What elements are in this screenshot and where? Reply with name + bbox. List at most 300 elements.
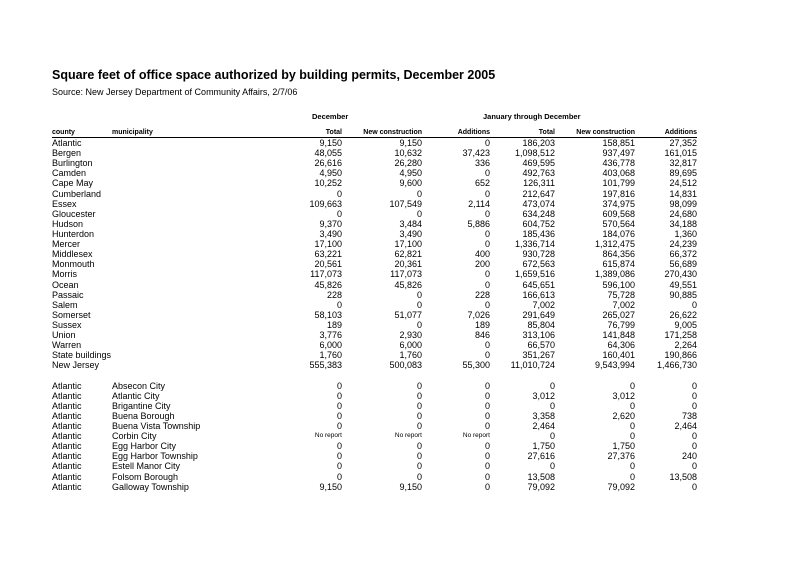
ytd-additions-cell: 13,508 bbox=[669, 471, 697, 482]
dec-new-cell: 0 bbox=[416, 289, 422, 300]
ytd-new-cell: 7,002 bbox=[612, 299, 635, 310]
ytd-new-cell: 0 bbox=[629, 471, 635, 482]
ytd-additions-cell: 0 bbox=[691, 481, 697, 492]
dec-new-cell: 3,490 bbox=[399, 229, 422, 240]
county-row bbox=[52, 249, 697, 259]
municipality-cell: Galloway Township bbox=[112, 481, 189, 492]
municipality-cell: Estell Manor City bbox=[112, 461, 181, 472]
county-row bbox=[52, 360, 697, 370]
county-cell: Salem bbox=[52, 299, 78, 310]
municipality-cell bbox=[112, 138, 230, 149]
ytd-total-cell: 634,248 bbox=[522, 208, 555, 219]
ytd-new-cell: 160,401 bbox=[602, 350, 635, 361]
ytd-total-cell: 126,311 bbox=[523, 178, 555, 189]
column-header-row bbox=[52, 125, 697, 138]
ytd-total-cell: 27,616 bbox=[527, 451, 555, 462]
dec-total-cell: 0 bbox=[336, 188, 342, 199]
dec-total-cell: 109,663 bbox=[309, 198, 342, 209]
county-row bbox=[52, 280, 697, 290]
county-row bbox=[52, 158, 697, 168]
ytd-total-cell: 0 bbox=[549, 461, 555, 472]
dec-additions-cell: 0 bbox=[484, 138, 490, 149]
ytd-new-cell: 75,728 bbox=[607, 289, 635, 300]
ytd-additions-cell: 89,695 bbox=[669, 168, 697, 179]
dec-total-cell: 26,616 bbox=[314, 158, 342, 169]
ytd-new-cell: 64,306 bbox=[607, 340, 635, 351]
dec-new-cell: 45,826 bbox=[394, 279, 422, 290]
ytd-new-cell: 374,975 bbox=[602, 198, 635, 209]
ytd-total-cell: 1,098,512 bbox=[514, 148, 555, 159]
county-row bbox=[52, 199, 697, 209]
ytd-additions-cell: 24,680 bbox=[669, 208, 697, 219]
ytd-additions-cell: 161,015 bbox=[664, 148, 697, 159]
dec-new-cell: 10,632 bbox=[394, 148, 422, 159]
municipality-cell bbox=[112, 340, 230, 350]
dec-additions-cell: 336 bbox=[474, 158, 490, 169]
ytd-new-cell: 609,568 bbox=[602, 208, 635, 219]
dec-total-cell: 0 bbox=[336, 471, 342, 482]
county-cell: Atlantic bbox=[52, 380, 82, 391]
county-cell: Atlantic bbox=[52, 441, 82, 452]
ytd-additions-cell: 0 bbox=[691, 461, 697, 472]
dec-total-cell: 0 bbox=[336, 380, 342, 391]
ytd-additions-cell: 0 bbox=[691, 299, 697, 310]
ytd-new-cell: 1,312,475 bbox=[594, 239, 635, 250]
ytd-new-cell: 184,076 bbox=[602, 229, 635, 240]
ytd-additions-cell: 24,512 bbox=[669, 178, 697, 189]
dec-additions-cell: 55,300 bbox=[462, 360, 490, 371]
dec-additions-cell: 189 bbox=[474, 320, 490, 331]
dec-additions-cell: 0 bbox=[484, 269, 490, 280]
dec-additions-cell: 846 bbox=[474, 330, 490, 341]
dec-total-cell: 0 bbox=[336, 208, 342, 219]
col-ytd-new: New construction bbox=[555, 125, 635, 138]
dec-additions-cell: 37,423 bbox=[462, 148, 490, 159]
dec-additions-cell: 400 bbox=[474, 249, 490, 260]
section-spacer bbox=[52, 371, 697, 381]
ytd-total-cell: 930,728 bbox=[522, 249, 555, 260]
ytd-total-cell: 13,508 bbox=[527, 471, 555, 482]
municipality-row bbox=[52, 401, 697, 411]
dec-additions-cell: 0 bbox=[484, 421, 490, 431]
municipality-cell bbox=[112, 300, 230, 310]
municipality-cell: Egg Harbor City bbox=[112, 441, 177, 452]
dec-additions-cell: 0 bbox=[484, 410, 490, 421]
dec-total-cell: 1,760 bbox=[319, 350, 342, 361]
ytd-total-cell: 2,464 bbox=[532, 421, 555, 431]
dec-new-cell: 0 bbox=[416, 188, 422, 199]
ytd-additions-cell: 0 bbox=[691, 441, 697, 452]
col-dec-additions: Additions bbox=[422, 125, 490, 138]
dec-new-cell: 9,150 bbox=[399, 138, 422, 149]
municipality-cell bbox=[112, 269, 230, 279]
ytd-total-cell: 3,012 bbox=[532, 390, 555, 401]
county-cell: Mercer bbox=[52, 239, 81, 250]
ytd-new-cell: 3,012 bbox=[612, 390, 635, 401]
dec-total-cell: 0 bbox=[336, 400, 342, 411]
ytd-additions-cell: 27,352 bbox=[669, 138, 697, 149]
county-row bbox=[52, 330, 697, 340]
dec-total-cell: 17,100 bbox=[314, 239, 342, 250]
ytd-additions-cell: 0 bbox=[691, 431, 697, 442]
dec-total-cell: 0 bbox=[336, 421, 342, 431]
ytd-new-cell: 76,799 bbox=[607, 320, 635, 331]
dec-new-cell: 0 bbox=[416, 461, 422, 472]
county-cell: Cumberland bbox=[52, 188, 102, 199]
ytd-new-cell: 436,778 bbox=[602, 158, 635, 169]
dec-additions-cell: 200 bbox=[474, 259, 490, 270]
county-cell: Camden bbox=[52, 168, 87, 179]
ytd-additions-cell: 0 bbox=[691, 400, 697, 411]
municipality-row bbox=[52, 472, 697, 482]
county-cell: Atlantic bbox=[52, 461, 82, 472]
ytd-additions-cell: 66,372 bbox=[669, 249, 697, 260]
col-ytd-total: Total bbox=[490, 125, 555, 138]
county-cell: Burlington bbox=[52, 158, 93, 169]
county-cell: Atlantic bbox=[52, 390, 82, 401]
ytd-total-cell: 492,763 bbox=[522, 168, 555, 179]
dec-additions-cell: 0 bbox=[484, 279, 490, 290]
ytd-new-cell: 403,068 bbox=[602, 168, 635, 179]
dec-new-cell: 51,077 bbox=[394, 309, 422, 320]
county-row bbox=[52, 310, 697, 320]
ytd-additions-cell: 1,466,730 bbox=[656, 360, 697, 371]
ytd-additions-cell: 240 bbox=[681, 451, 697, 462]
county-cell: Atlantic bbox=[52, 138, 82, 149]
ytd-total-cell: 291,649 bbox=[522, 309, 555, 320]
ytd-new-cell: 0 bbox=[629, 431, 635, 442]
december-group-header: December bbox=[312, 112, 349, 121]
municipality-cell bbox=[112, 148, 230, 158]
municipality-cell bbox=[112, 158, 230, 168]
dec-additions-cell: 0 bbox=[484, 390, 490, 401]
dec-additions-cell: 0 bbox=[484, 350, 490, 361]
dec-additions-cell: 7,026 bbox=[467, 309, 490, 320]
dec-additions-cell: 0 bbox=[484, 481, 490, 492]
county-cell: Monmouth bbox=[52, 259, 95, 270]
ytd-total-cell: 1,336,714 bbox=[514, 239, 555, 250]
dec-new-cell: 3,484 bbox=[399, 218, 422, 229]
ytd-total-cell: 645,651 bbox=[522, 279, 555, 290]
dec-new-cell: 26,280 bbox=[394, 158, 422, 169]
dec-new-cell: 0 bbox=[416, 299, 422, 310]
municipality-cell bbox=[112, 330, 230, 340]
dec-additions-cell: 0 bbox=[484, 229, 490, 240]
dec-total-cell: 0 bbox=[336, 461, 342, 472]
municipality-row bbox=[52, 391, 697, 401]
dec-new-cell: 0 bbox=[416, 400, 422, 411]
ytd-additions-cell: 738 bbox=[681, 410, 697, 421]
ytd-additions-cell: 90,885 bbox=[669, 289, 697, 300]
dec-additions-cell: 0 bbox=[484, 299, 490, 310]
dec-additions-cell: 0 bbox=[484, 441, 490, 452]
municipality-cell: Buena Vista Township bbox=[112, 421, 201, 431]
dec-total-cell: 3,776 bbox=[319, 330, 342, 341]
ytd-new-cell: 9,543,994 bbox=[594, 360, 635, 371]
municipality-row bbox=[52, 461, 697, 471]
county-cell: Passaic bbox=[52, 289, 84, 300]
municipality-cell: Brigantine City bbox=[112, 400, 171, 411]
municipality-row bbox=[52, 482, 697, 492]
county-cell: Hudson bbox=[52, 218, 84, 229]
county-cell: Warren bbox=[52, 340, 82, 351]
dec-new-cell: 0 bbox=[416, 320, 422, 331]
ytd-group-header: January through December bbox=[483, 112, 581, 121]
municipality-cell: Egg Harbor Township bbox=[112, 451, 198, 462]
municipality-cell bbox=[112, 239, 230, 249]
dec-total-cell: 58,103 bbox=[314, 309, 342, 320]
ytd-new-cell: 1,389,086 bbox=[594, 269, 635, 280]
municipality-cell: Buena Borough bbox=[112, 410, 175, 421]
county-cell: Somerset bbox=[52, 309, 91, 320]
municipality-row bbox=[52, 431, 697, 441]
dec-additions-cell: 2,114 bbox=[468, 198, 490, 209]
dec-new-cell: 9,150 bbox=[399, 481, 422, 492]
dec-new-cell: 0 bbox=[416, 471, 422, 482]
dec-total-cell: 10,252 bbox=[314, 178, 342, 189]
col-county: county bbox=[52, 125, 112, 138]
ytd-new-cell: 158,851 bbox=[602, 138, 635, 149]
ytd-total-cell: 166,613 bbox=[522, 289, 555, 300]
ytd-total-cell: 473,074 bbox=[522, 198, 555, 209]
permits-table bbox=[52, 125, 697, 492]
ytd-additions-cell: 34,188 bbox=[669, 218, 697, 229]
county-cell: New Jersey bbox=[52, 360, 100, 371]
county-cell: Hunterdon bbox=[52, 229, 95, 240]
county-row bbox=[52, 168, 697, 178]
ytd-additions-cell: 26,622 bbox=[669, 309, 697, 320]
municipality-row bbox=[52, 441, 697, 451]
county-row bbox=[52, 269, 697, 279]
county-cell: Union bbox=[52, 330, 76, 341]
dec-new-cell: 500,083 bbox=[389, 360, 422, 371]
ytd-new-cell: 79,092 bbox=[607, 481, 635, 492]
dec-total-cell: 3,490 bbox=[319, 229, 342, 240]
dec-additions-cell: 0 bbox=[484, 340, 490, 351]
col-ytd-additions: Additions bbox=[635, 125, 697, 138]
dec-new-cell: 20,361 bbox=[394, 259, 422, 270]
ytd-additions-cell: 56,689 bbox=[669, 259, 697, 270]
dec-new-cell: 0 bbox=[416, 390, 422, 401]
county-row bbox=[52, 350, 697, 360]
municipality-row bbox=[52, 381, 697, 391]
ytd-additions-cell: 1,360 bbox=[674, 229, 697, 240]
col-dec-total: Total bbox=[230, 125, 342, 138]
dec-new-cell: 62,821 bbox=[394, 249, 422, 260]
dec-new-cell: 0 bbox=[416, 410, 422, 421]
ytd-total-cell: 85,804 bbox=[527, 320, 555, 331]
dec-total-cell: 117,073 bbox=[310, 269, 342, 280]
dec-additions-cell: 0 bbox=[484, 188, 490, 199]
dec-new-cell: 0 bbox=[416, 208, 422, 219]
ytd-total-cell: 3,358 bbox=[532, 410, 555, 421]
municipality-cell bbox=[112, 229, 230, 239]
dec-total-cell: 0 bbox=[336, 390, 342, 401]
report-title: Square feet of office space authorized by building permits, December 2005 bbox=[52, 68, 496, 82]
ytd-additions-cell: 32,817 bbox=[669, 158, 697, 169]
dec-additions-cell: 652 bbox=[474, 178, 490, 189]
ytd-new-cell: 615,874 bbox=[602, 259, 635, 270]
ytd-new-cell: 27,376 bbox=[607, 451, 635, 462]
county-cell: Atlantic bbox=[52, 431, 82, 442]
dec-total-cell: 0 bbox=[336, 410, 342, 421]
dec-total-cell: 9,150 bbox=[319, 138, 342, 149]
dec-total-cell: 228 bbox=[326, 289, 342, 300]
county-row bbox=[52, 219, 697, 229]
ytd-new-cell: 570,564 bbox=[602, 218, 635, 229]
county-row bbox=[52, 340, 697, 350]
county-cell: Bergen bbox=[52, 148, 82, 159]
ytd-new-cell: 0 bbox=[629, 400, 635, 411]
dec-total-cell: 0 bbox=[336, 441, 342, 452]
ytd-total-cell: 11,010,724 bbox=[510, 360, 555, 371]
ytd-total-cell: 66,570 bbox=[527, 340, 555, 351]
dec-total-cell: 63,221 bbox=[314, 249, 342, 260]
ytd-new-cell: 596,100 bbox=[602, 279, 635, 290]
ytd-new-cell: 864,356 bbox=[602, 249, 635, 260]
ytd-total-cell: 0 bbox=[549, 380, 555, 391]
col-municipality: municipality bbox=[112, 125, 230, 138]
dec-total-cell: 48,055 bbox=[314, 148, 342, 159]
source-note: Source: New Jersey Department of Community Affairs, 2/7/06 bbox=[52, 87, 298, 97]
ytd-additions-cell: 9,005 bbox=[674, 320, 697, 331]
ytd-total-cell: 351,267 bbox=[522, 350, 555, 361]
municipality-row bbox=[52, 411, 697, 421]
ytd-additions-cell: 190,866 bbox=[664, 350, 697, 361]
county-cell: Gloucester bbox=[52, 208, 96, 219]
county-cell: Middlesex bbox=[52, 249, 93, 260]
ytd-total-cell: 79,092 bbox=[527, 481, 555, 492]
ytd-total-cell: 469,595 bbox=[522, 158, 555, 169]
dec-new-cell: 17,100 bbox=[394, 239, 422, 250]
ytd-new-cell: 1,750 bbox=[612, 441, 635, 452]
dec-additions-cell: 0 bbox=[484, 451, 490, 462]
ytd-additions-cell: 98,099 bbox=[669, 198, 697, 209]
county-cell: Atlantic bbox=[52, 451, 82, 462]
col-dec-new: New construction bbox=[342, 125, 422, 138]
county-cell: Atlantic bbox=[52, 471, 82, 482]
ytd-new-cell: 0 bbox=[629, 380, 635, 391]
ytd-total-cell: 0 bbox=[549, 400, 555, 411]
county-row bbox=[52, 320, 697, 330]
county-cell: Sussex bbox=[52, 320, 82, 331]
ytd-total-cell: 212,647 bbox=[522, 188, 555, 199]
dec-new-cell: 2,930 bbox=[399, 330, 422, 341]
municipality-cell bbox=[112, 320, 230, 330]
dec-additions-cell: 0 bbox=[484, 380, 490, 391]
dec-new-cell: 1,760 bbox=[399, 350, 422, 361]
ytd-total-cell: 672,563 bbox=[522, 259, 555, 270]
dec-new-cell: 6,000 bbox=[399, 340, 422, 351]
county-cell: Ocean bbox=[52, 279, 79, 290]
county-cell: Atlantic bbox=[52, 421, 82, 431]
ytd-additions-cell: 49,551 bbox=[669, 279, 697, 290]
dec-total-cell: 189 bbox=[326, 320, 342, 331]
ytd-total-cell: 604,752 bbox=[522, 218, 555, 229]
ytd-new-cell: 265,027 bbox=[602, 309, 635, 320]
municipality-cell bbox=[112, 280, 230, 290]
dec-new-cell: 9,600 bbox=[399, 178, 422, 189]
ytd-additions-cell: 0 bbox=[691, 380, 697, 391]
dec-total-cell: 555,383 bbox=[309, 360, 342, 371]
dec-new-cell: 107,549 bbox=[389, 198, 422, 209]
county-row bbox=[52, 209, 697, 219]
dec-total-cell: 0 bbox=[336, 451, 342, 462]
municipality-row bbox=[52, 421, 697, 431]
municipality-cell bbox=[112, 189, 230, 199]
municipality-row bbox=[52, 451, 697, 461]
county-cell: Atlantic bbox=[52, 410, 82, 421]
municipality-cell bbox=[112, 290, 230, 300]
dec-total-cell: No report bbox=[314, 432, 342, 440]
dec-total-cell: 9,370 bbox=[319, 218, 342, 229]
county-row bbox=[52, 189, 697, 199]
municipality-cell bbox=[112, 249, 230, 259]
dec-additions-cell: 0 bbox=[484, 208, 490, 219]
ytd-additions-cell: 14,831 bbox=[669, 188, 697, 199]
dec-additions-cell: 0 bbox=[484, 239, 490, 250]
dec-new-cell: 4,950 bbox=[399, 168, 422, 179]
county-row bbox=[52, 178, 697, 188]
dec-new-cell: 0 bbox=[416, 380, 422, 391]
municipality-cell bbox=[112, 199, 230, 209]
dec-total-cell: 45,826 bbox=[314, 279, 342, 290]
ytd-new-cell: 937,497 bbox=[602, 148, 635, 159]
ytd-new-cell: 2,620 bbox=[612, 410, 635, 421]
dec-new-cell: 0 bbox=[416, 451, 422, 462]
county-cell: State buildings bbox=[52, 350, 112, 361]
ytd-new-cell: 0 bbox=[629, 461, 635, 472]
municipality-cell bbox=[112, 178, 230, 188]
dec-additions-cell: 0 bbox=[484, 400, 490, 411]
municipality-cell bbox=[112, 350, 230, 360]
county-cell: Atlantic bbox=[52, 481, 82, 492]
municipality-cell bbox=[112, 168, 230, 178]
ytd-new-cell: 0 bbox=[629, 421, 635, 431]
ytd-additions-cell: 171,258 bbox=[664, 330, 697, 341]
municipality-cell bbox=[112, 219, 230, 229]
ytd-new-cell: 141,848 bbox=[602, 330, 635, 341]
ytd-total-cell: 185,436 bbox=[522, 229, 555, 240]
ytd-additions-cell: 24,239 bbox=[669, 239, 697, 250]
dec-total-cell: 20,561 bbox=[314, 259, 342, 270]
county-row bbox=[52, 229, 697, 239]
ytd-total-cell: 313,106 bbox=[522, 330, 555, 341]
dec-additions-cell: No report bbox=[462, 432, 490, 440]
municipality-cell bbox=[112, 259, 230, 269]
ytd-total-cell: 186,203 bbox=[522, 138, 555, 149]
ytd-total-cell: 1,659,516 bbox=[514, 269, 555, 280]
dec-additions-cell: 0 bbox=[484, 168, 490, 179]
dec-new-cell: 117,073 bbox=[390, 269, 422, 280]
municipality-cell: Atlantic City bbox=[112, 390, 160, 401]
dec-total-cell: 4,950 bbox=[319, 168, 342, 179]
dec-new-cell: 0 bbox=[416, 441, 422, 452]
county-row bbox=[52, 290, 697, 300]
dec-total-cell: 0 bbox=[336, 299, 342, 310]
county-cell: Atlantic bbox=[52, 400, 82, 411]
ytd-additions-cell: 2,264 bbox=[674, 340, 697, 351]
dec-new-cell: No report bbox=[394, 432, 422, 440]
county-row bbox=[52, 259, 697, 269]
ytd-additions-cell: 0 bbox=[691, 390, 697, 401]
dec-new-cell: 0 bbox=[416, 421, 422, 431]
dec-total-cell: 6,000 bbox=[319, 340, 342, 351]
county-row bbox=[52, 300, 697, 310]
dec-additions-cell: 0 bbox=[484, 461, 490, 472]
county-row bbox=[52, 138, 697, 149]
municipality-cell bbox=[112, 310, 230, 320]
